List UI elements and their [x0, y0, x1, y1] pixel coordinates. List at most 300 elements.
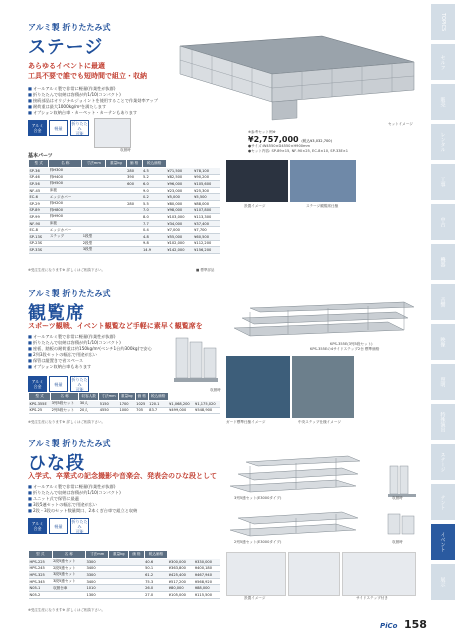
table-header: 価 格 — [126, 160, 142, 168]
compact-badge: 折りたたみ 可能 — [71, 376, 88, 392]
index-tab[interactable] — [431, 124, 455, 161]
table-row — [29, 407, 221, 414]
table-cell: ¥88,000 — [194, 585, 220, 592]
table-cell: ¥115,500 — [194, 591, 220, 598]
table-cell: 2列5段セット — [51, 407, 79, 414]
page-number: 158 — [404, 618, 427, 631]
table-cell: 1300 — [85, 591, 108, 598]
table-row — [29, 187, 221, 194]
table-cell: ¥107,800 — [193, 207, 220, 214]
aluminum-badge: アルミ 合金 — [28, 376, 47, 392]
table-cell: SP-36 — [29, 168, 49, 175]
table-cell: 4.8 — [142, 233, 166, 240]
table-cell — [82, 187, 106, 194]
table-cell: エッジカバー — [49, 194, 82, 201]
stage-standard-note: ■ 標準部品 — [196, 268, 215, 272]
hinadan-footnote: ※受注生産になります※ 詳しくはご相談下さい。 — [28, 608, 105, 612]
table-header: 型 式 — [29, 160, 49, 168]
table-cell — [82, 194, 106, 201]
table-cell: 27.0 — [144, 591, 168, 598]
bleacher-title: 観覧席 — [28, 303, 85, 324]
reference-label: ※参考セット例※ — [248, 130, 276, 134]
index-tab[interactable] — [431, 564, 455, 601]
index-tab-label: 照明 — [439, 377, 446, 387]
table-cell — [129, 591, 144, 598]
table-row — [29, 565, 221, 572]
parts-heading: 基本パーツ — [28, 153, 53, 159]
table-cell — [52, 591, 85, 598]
hinadan-setup-photo-2 — [288, 552, 340, 596]
stage-footnote: ※受注生産になります※ 詳しくはご相談下さい。 — [28, 268, 105, 272]
table-cell: NF-90 — [29, 220, 49, 227]
bleacher-badges — [28, 376, 89, 392]
table-cell: ¥400,180 — [194, 565, 220, 572]
table-cell: ¥98,000 — [166, 207, 193, 214]
index-tab-label: 音響 — [439, 297, 446, 307]
table-cell: HPS-245 — [29, 565, 53, 572]
table-cell — [106, 207, 126, 214]
table-cell — [82, 227, 106, 234]
table-cell — [106, 214, 126, 221]
index-tab[interactable] — [431, 204, 455, 241]
bleacher-step-photo — [292, 356, 354, 418]
table-header: 名 称 — [49, 160, 82, 168]
table-row — [29, 220, 221, 227]
index-tab-label: 機器 — [439, 257, 446, 267]
table-cell — [106, 220, 126, 227]
table-cell: ¥112,200 — [193, 240, 220, 247]
stage-setup-caption: 設置イメージ — [244, 204, 266, 208]
table-cell: ¥7,700 — [193, 227, 220, 234]
table-header: 収容人数 — [79, 393, 99, 401]
table-cell — [129, 565, 144, 572]
table-cell: ¥330,000 — [194, 559, 220, 566]
table-cell — [106, 240, 126, 247]
stage-catch1: あらゆるイベントに最適 — [28, 62, 105, 70]
table-row — [29, 559, 221, 566]
table-header: 寸法mm — [99, 393, 119, 401]
table-header: 価 格 — [135, 393, 148, 401]
table-cell — [109, 559, 129, 566]
table-cell: 3400 — [85, 565, 108, 572]
table-cell: ¥467,940 — [194, 572, 220, 579]
table-cell — [49, 247, 82, 254]
table-cell: 1段型 — [82, 233, 106, 240]
table-cell: EC-8 — [29, 227, 49, 234]
table-cell — [106, 233, 126, 240]
table-cell: 7.0 — [142, 207, 166, 214]
index-tab-label: ステージ — [439, 452, 446, 472]
table-cell: SP-99 — [29, 214, 49, 221]
table-header: 税込価格 — [148, 393, 168, 401]
reference-size: ●サイズ:W4550×D4550×H900mm — [248, 144, 311, 148]
bleacher-table — [28, 392, 220, 414]
table-cell: 3段型 — [82, 247, 106, 254]
table-cell: ¥96,000 — [166, 181, 193, 188]
table-header: 型 式 — [29, 551, 53, 559]
hinadan-storage-illustration — [384, 462, 420, 498]
table-header: 型 式 — [29, 393, 51, 401]
stage-set-illustration — [172, 34, 422, 124]
table-row — [29, 168, 221, 175]
bleacher-storage-illustration — [172, 334, 222, 386]
table-cell: N05-1 — [29, 585, 53, 592]
stage-set-caption: セットイメージ — [388, 122, 413, 126]
table-cell: 3列5段セット — [51, 401, 79, 408]
table-row — [29, 585, 221, 592]
table-row — [29, 578, 221, 585]
feature-bullet: ■ 座板、踏板の耐荷重は約150kg/m²(ベンチ1台約300kg)で安心 — [28, 346, 168, 352]
table-cell: 3300 — [85, 572, 108, 579]
table-cell: 3段5連セット — [52, 578, 85, 585]
aluminum-badge: アルミ 合金 — [28, 120, 47, 136]
table-cell — [126, 247, 142, 254]
table-cell: 4.5 — [142, 168, 166, 175]
light-badge: 軽量 — [49, 120, 68, 136]
index-tab[interactable] — [431, 524, 455, 561]
hinadan-2tier-caption: 2列5連セット(E3000タイプ) — [234, 540, 282, 544]
hinadan-storage-caption: 収納時 — [392, 496, 403, 500]
feature-bullet: ■ オールアルミ製で非常に軽量(作業性が抜群) — [28, 86, 178, 92]
table-cell: 枠H200 — [49, 200, 82, 207]
table-cell: 3段5連セット — [52, 572, 85, 579]
hinadan-setup-photo — [226, 552, 286, 596]
table-cell: SP-13S — [29, 233, 49, 240]
table-cell — [129, 585, 144, 592]
table-cell: 50.1 — [144, 565, 168, 572]
light-badge: 軽量 — [49, 518, 68, 534]
table-cell: 9.0 — [142, 187, 166, 194]
index-tab[interactable] — [431, 4, 455, 41]
table-row — [29, 591, 221, 598]
index-tab[interactable] — [431, 484, 455, 521]
feature-bullet: ■ ユニット式で保管に最適 — [28, 496, 188, 502]
brand-logo: PiCo — [380, 622, 398, 630]
feature-bullet: ■ 耐荷重は最大1000kg/m²を満たします — [28, 104, 178, 110]
table-cell — [109, 591, 129, 598]
table-cell: 0.4 — [142, 227, 166, 234]
table-cell — [126, 220, 142, 227]
table-cell: 14.9 — [142, 247, 166, 254]
stage-audience-caption: ステージ観覧席仕様 — [306, 204, 339, 208]
light-badge: 軽量 — [49, 376, 68, 392]
table-cell: 280 — [126, 168, 142, 175]
table-cell: 床板 — [49, 187, 82, 194]
index-tab-label: 展示 — [439, 577, 446, 587]
table-cell — [106, 194, 126, 201]
table-cell: 75.3 — [144, 578, 168, 585]
table-cell: KPS-25 — [29, 407, 51, 414]
table-header: 重量kg — [106, 160, 126, 168]
table-cell: 2段5連セット — [52, 559, 85, 566]
table-header: 重量kg — [109, 551, 129, 559]
table-cell: SP-89 — [29, 207, 49, 214]
table-cell: 5150 — [99, 401, 119, 408]
table-cell — [109, 572, 129, 579]
index-tab[interactable] — [431, 284, 455, 321]
bleacher-guard-caption: ガード標準仕様イメージ — [226, 420, 266, 424]
table-row — [29, 233, 221, 240]
table-cell: 7.7 — [142, 220, 166, 227]
hinadan-3tier-caption: 3列5連セット(E3000タイプ) — [234, 496, 282, 500]
stage-reference-set — [248, 130, 423, 154]
index-tab-label: セルフ — [439, 54, 446, 70]
table-row — [29, 200, 221, 207]
feature-bullet: ■ 2段・3段のセット数量間口、2本くぎ台車で組立と収納 — [28, 508, 188, 514]
table-row — [29, 194, 221, 201]
table-cell — [82, 220, 106, 227]
stage-audience-photo — [290, 160, 356, 202]
table-cell: 120.1 — [148, 401, 168, 408]
table-header: 税込価格 — [142, 160, 166, 168]
table-cell: 床板 — [49, 220, 82, 227]
table-cell: 1700 — [118, 401, 135, 408]
table-cell: 収納台車 — [52, 585, 85, 592]
reference-price: ¥2,757,000 — [248, 135, 299, 144]
table-cell: ¥113,300 — [193, 214, 220, 221]
table-cell: 61.2 — [144, 572, 168, 579]
table-cell — [82, 174, 106, 181]
table-row — [29, 247, 221, 254]
hinadan-table — [28, 550, 220, 599]
table-cell: 0.2 — [142, 194, 166, 201]
index-tab-label: 映像 — [439, 337, 446, 347]
index-tab[interactable] — [431, 364, 455, 401]
stage-subtitle: アルミ製 折りたたみ式 — [28, 23, 111, 32]
compact-badge: 折りたたみ 可能 — [71, 518, 88, 534]
index-tab[interactable] — [431, 244, 455, 281]
stage-setup-photo — [226, 160, 288, 202]
table-cell: ¥499,000 — [168, 407, 194, 414]
bleacher-storage-caption: 収納時 — [210, 388, 221, 392]
bleacher-footnote: ※受注生産になります※ 詳しくはご相談下さい。 — [28, 420, 105, 424]
table-cell: ¥548,900 — [194, 407, 220, 414]
table-cell: ¥156,200 — [193, 247, 220, 254]
table-cell — [126, 227, 142, 234]
table-cell: ¥37,400 — [193, 220, 220, 227]
table-cell — [106, 200, 126, 207]
table-cell: HPS-225 — [29, 559, 53, 566]
feature-bullet: ■ オールアルミ製で非常に軽量(作業性が抜群) — [28, 484, 188, 490]
table-cell: ¥5,000 — [166, 194, 193, 201]
table-cell: 9.8 — [142, 240, 166, 247]
index-tab[interactable] — [431, 404, 455, 441]
table-cell — [126, 207, 142, 214]
table-row — [29, 181, 221, 188]
table-cell: 5.5 — [142, 200, 166, 207]
table-cell: ¥142,000 — [166, 247, 193, 254]
feature-bullet: ■ オプション収納台車・カーペット・カーテンもあります — [28, 110, 178, 116]
bleacher-guard-photo — [226, 356, 290, 418]
index-tab-label: 特殊演出 — [439, 412, 446, 432]
table-cell: ¥7,000 — [166, 227, 193, 234]
table-cell — [129, 559, 144, 566]
table-cell: ¥34,000 — [166, 220, 193, 227]
feature-bullet: ■ 接続部品はオリジナルジョイントを使用することで作業効率アップ — [28, 98, 178, 104]
table-cell: 8.0 — [142, 214, 166, 221]
table-cell: 枠H300 — [49, 168, 82, 175]
table-cell — [106, 247, 126, 254]
table-header: 寸法mm — [85, 551, 108, 559]
table-cell: 5.2 — [142, 174, 166, 181]
table-row — [29, 174, 221, 181]
table-cell: 30人 — [79, 401, 99, 408]
feature-bullet: ■ 折りたたんで収納は容積が約1/10(コンパクト) — [28, 340, 168, 346]
table-cell — [129, 572, 144, 579]
table-cell: N05-2 — [29, 591, 53, 598]
table-cell — [82, 181, 106, 188]
table-cell — [106, 227, 126, 234]
table-cell: ¥90,200 — [193, 174, 220, 181]
table-cell: ¥105,000 — [168, 591, 194, 598]
table-cell — [109, 585, 129, 592]
table-cell: 705 — [135, 407, 148, 414]
table-cell: 2段5連セット — [52, 565, 85, 572]
table-row — [29, 214, 221, 221]
feature-bullet: ■ オールアルミ製で非常に軽量(作業性が抜群) — [28, 334, 168, 340]
table-cell: 40.6 — [144, 559, 168, 566]
table-cell: ¥105,600 — [193, 181, 220, 188]
feature-bullet: ■ 3段5連セットの幅広で用途が広い — [28, 502, 188, 508]
index-tab-label: TOPICS — [440, 12, 446, 32]
table-cell: エッジカバー — [49, 227, 82, 234]
table-cell: ¥517,200 — [168, 578, 194, 585]
table-cell: ¥78,100 — [193, 168, 220, 175]
table-cell: 3400 — [85, 578, 108, 585]
table-cell — [82, 200, 106, 207]
table-row — [29, 207, 221, 214]
table-row — [29, 227, 221, 234]
table-cell — [126, 214, 142, 221]
table-cell: 1000 — [118, 407, 135, 414]
table-row — [29, 572, 221, 579]
table-cell: SP-56 — [29, 181, 49, 188]
table-cell: ¥88,000 — [193, 200, 220, 207]
table-header: 名 称 — [52, 551, 85, 559]
index-tab-label: 工事 — [439, 177, 446, 187]
index-tab-label: レンタル — [439, 132, 446, 152]
table-cell: 83.7 — [148, 407, 168, 414]
hinadan-storage-illustration-2 — [384, 510, 420, 538]
table-cell: HPS-325 — [29, 572, 53, 579]
table-cell: ステップ — [49, 233, 82, 240]
table-cell: 390 — [126, 174, 142, 181]
table-cell: SP-46 — [29, 174, 49, 181]
table-cell: ¥568,920 — [194, 578, 220, 585]
bleacher-subtitle: アルミ製 折りたたみ式 — [28, 289, 111, 298]
table-cell: SP-23S — [29, 240, 49, 247]
stage-storage-photo — [94, 118, 131, 148]
table-cell: SP-29 — [29, 200, 49, 207]
table-cell — [49, 240, 82, 247]
table-header: 名 称 — [51, 393, 79, 401]
table-cell — [126, 187, 142, 194]
hinadan-3tier-illustration — [226, 448, 362, 496]
table-cell: 280 — [126, 200, 142, 207]
hinadan-setup-caption: 設置イメージ — [244, 596, 266, 600]
table-header: 重量kg — [118, 393, 135, 401]
table-header: 税込価格 — [144, 551, 168, 559]
compact-badge: 折りたたみ 可能 — [71, 120, 88, 136]
table-cell: 4550 — [99, 407, 119, 414]
table-cell: 1010 — [85, 585, 108, 592]
stage-storage-caption: 収納時 — [120, 148, 131, 152]
table-cell: ¥1,068,200 — [168, 401, 194, 408]
bleacher-set-illustration — [228, 292, 418, 338]
table-cell: ¥82,500 — [166, 174, 193, 181]
table-cell: 枠H900 — [49, 214, 82, 221]
index-tab-label: 販売 — [439, 97, 446, 107]
table-cell: 1025 — [135, 401, 148, 408]
hinadan-side-caption: サイドステップ付き — [356, 596, 388, 600]
table-cell: EC-6 — [29, 194, 49, 201]
index-tab-label: イベント — [439, 532, 446, 552]
table-cell: ¥102,000 — [166, 240, 193, 247]
table-cell: ¥60,500 — [193, 233, 220, 240]
table-cell — [106, 181, 126, 188]
feature-bullet: ■ 2列3段セットの幅広で用途が広い — [28, 352, 168, 358]
hinadan-catch: 入学式、卒業式の記念撮影や音楽会、発表会のひな段として — [28, 472, 217, 480]
feature-bullet: ■ 保管は縦置きで省スペース — [28, 358, 168, 364]
table-cell: ¥1,175,020 — [194, 401, 220, 408]
index-tab[interactable] — [431, 324, 455, 361]
stage-title: ステージ — [28, 37, 104, 58]
hinadan-storage-caption-2: 収納時 — [392, 540, 403, 544]
table-cell: ¥80,000 — [168, 585, 194, 592]
table-cell: ¥300,000 — [168, 559, 194, 566]
table-cell — [106, 174, 126, 181]
hinadan-badges — [28, 518, 89, 534]
stage-parts-table — [28, 159, 220, 254]
table-cell: ¥23,000 — [166, 187, 193, 194]
index-tab[interactable] — [431, 164, 455, 201]
hinadan-subtitle: アルミ製 折りたたみ式 — [28, 439, 111, 448]
index-tab[interactable] — [431, 444, 455, 481]
hinadan-side-step-photo — [342, 552, 416, 596]
table-cell: KPS-355E — [29, 401, 51, 408]
table-cell: ¥363,800 — [168, 565, 194, 572]
feature-bullet: ■ オプション収納台車もあります — [28, 364, 168, 370]
index-tab[interactable] — [431, 44, 455, 81]
bleacher-set-caption: KPS-355E(3列5段セット) — [330, 342, 373, 346]
bleacher-catch: スポーツ観戦、イベント観覧など手軽に素早く観覧席を — [28, 322, 203, 330]
index-tab-label: 中古 — [439, 217, 446, 227]
index-tab[interactable] — [431, 84, 455, 121]
table-cell — [82, 214, 106, 221]
table-cell: SP-33S — [29, 247, 49, 254]
feature-bullet: ■ 折りたたんで収納は容積が約1/10(コンパクト) — [28, 92, 178, 98]
table-cell: 6.0 — [142, 181, 166, 188]
table-cell: ¥80,000 — [166, 200, 193, 207]
table-cell: HPS-345 — [29, 578, 53, 585]
table-cell: 20人 — [79, 407, 99, 414]
table-cell — [126, 240, 142, 247]
table-cell: 2段型 — [82, 240, 106, 247]
table-cell: 枠H400 — [49, 174, 82, 181]
table-header: 価 格 — [129, 551, 144, 559]
table-cell — [129, 578, 144, 585]
stage-badges — [28, 120, 89, 136]
stage-features — [28, 86, 178, 116]
table-cell — [109, 578, 129, 585]
table-cell — [126, 233, 142, 240]
table-cell — [106, 168, 126, 175]
table-cell: 600 — [126, 181, 142, 188]
table-cell — [126, 194, 142, 201]
hinadan-title: ひな段 — [28, 453, 85, 474]
aluminum-badge: アルミ 合金 — [28, 518, 47, 534]
table-row — [29, 240, 221, 247]
